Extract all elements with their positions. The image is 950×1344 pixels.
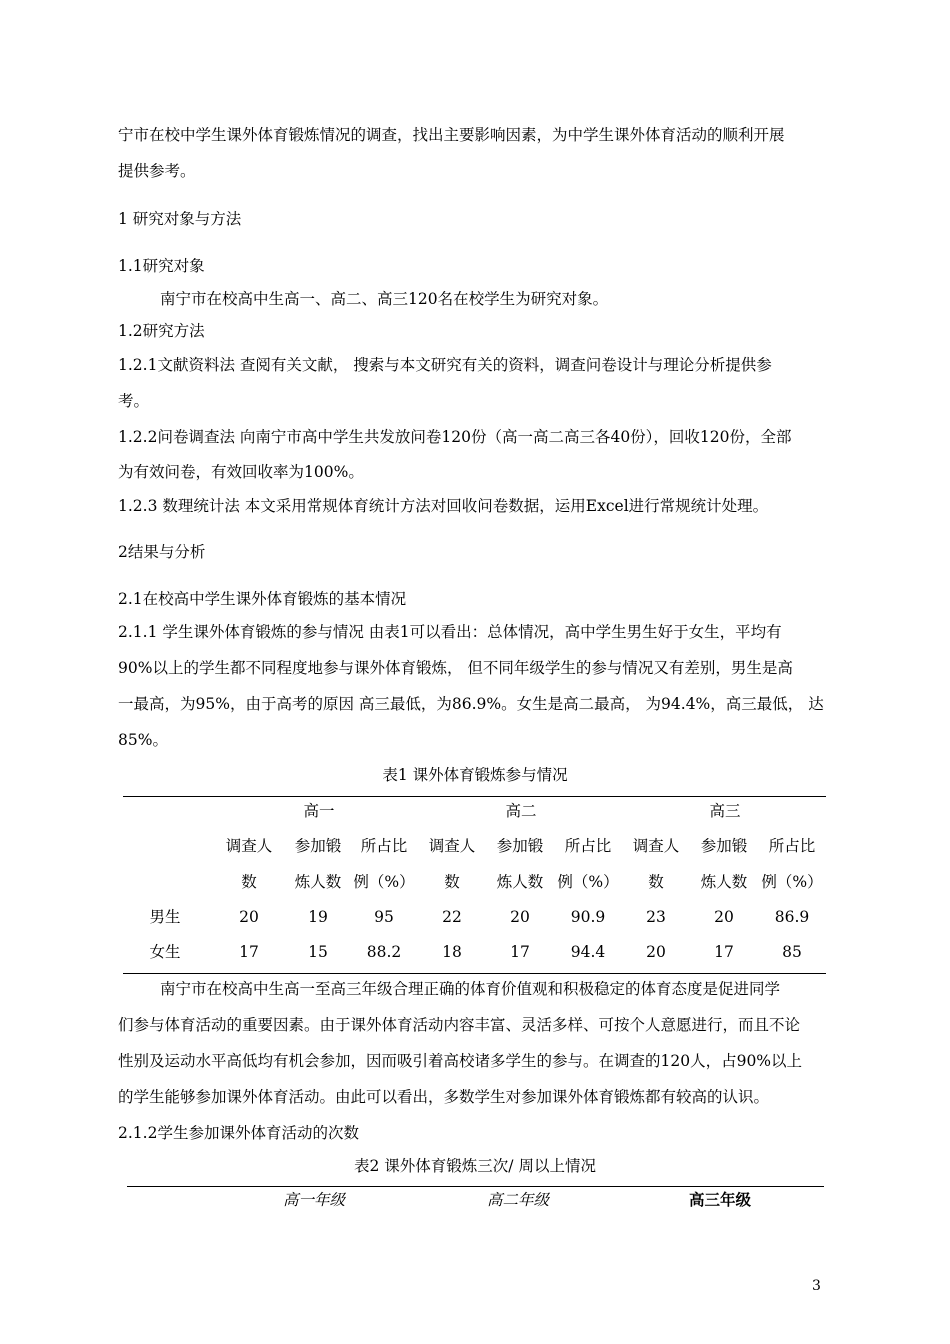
section-heading: 2结果与分析 [118,543,206,561]
table1-subheader: 数 [241,873,257,891]
paragraph-line: 90%以上的学生都不同程度地参与课外体育锻炼， 但不同年级学生的参与情况又有差别，男生是高 [118,659,793,677]
table1-cell: 85 [782,943,802,961]
subsection-heading: 1.1研究对象 [118,257,205,275]
paragraph-line: 一最高，为95%，由于高考的原因 高三最低，为86.9%。女生是高二最高， 为94.4%，高三最低， 达 [118,695,824,713]
table1-cell: 17 [239,943,259,961]
table1-subheader: 调查人 [225,837,273,855]
paragraph-line: 1.2.3 数理统计法 本文采用常规体育统计方法对回收问卷数据，运用Excel进行常规统计处理。 [118,497,769,515]
table1-cell: 86.9 [774,908,810,926]
table1-row-label: 女生 [149,943,181,961]
table1-subheader: 数 [648,873,664,891]
table1-cell: 88.2 [366,943,402,961]
table1-grade-header: 高二 [505,802,537,820]
table1-subheader: 参加锻 [700,837,748,855]
section-heading: 1 研究对象与方法 [118,210,242,228]
table1-subheader: 数 [444,873,460,891]
table1-cell: 18 [442,943,462,961]
table1-caption: 表1 课外体育锻炼参与情况 [382,766,568,784]
table1-cell: 20 [239,908,259,926]
table1-subheader: 调查人 [632,837,680,855]
subsection-heading: 2.1在校高中学生课外体育锻炼的基本情况 [118,590,407,608]
table1-cell: 90.9 [570,908,606,926]
table1-cell: 20 [510,908,530,926]
table1-subheader: 炼人数 [496,873,544,891]
table2-header: 高二年级 [486,1191,549,1209]
table1-cell: 23 [646,908,666,926]
paragraph-line: 南宁市在校高中生高一至高三年级合理正确的体育价值观和积极稳定的体育态度是促进同学 [160,980,781,998]
table1-cell: 94.4 [570,943,606,961]
table1-cell: 19 [308,908,328,926]
paragraph-line: 1.2.1文献资料法 查阅有关文献， 搜索与本文研究有关的资料，调查问卷设计与理论分析提供参 [118,356,772,374]
table1-cell: 22 [442,908,462,926]
table1-grade-header: 高三 [709,802,741,820]
paragraph-line: 们参与体育活动的重要因素。由于课外体育活动内容丰富、灵活多样、可按个人意愿进行，而且不论 [118,1016,801,1034]
subsection-heading: 1.2研究方法 [118,322,205,340]
table2-header: 高一年级 [282,1191,345,1209]
table1-subheader: 所占比 [360,837,408,855]
table1-subheader: 参加锻 [294,837,342,855]
paragraph-line: 的学生能够参加课外体育活动。由此可以看出，多数学生对参加课外体育锻炼都有较高的认识。 [118,1088,770,1106]
paragraph-line: 宁市在校中学生课外体育锻炼情况的调查，找出主要影响因素，为中学生课外体育活动的顺利开展 [118,126,785,144]
table1-subheader: 所占比 [564,837,612,855]
paragraph-line: 1.2.2问卷调查法 向南宁市高中学生共发放问卷120份（高一高二高三各40份），回收120份，全部 [118,428,792,446]
table1-cell: 20 [714,908,734,926]
paragraph-line: 85%。 [118,731,168,749]
paragraph-line: 性别及运动水平高低均有机会参加，因而吸引着高校诸多学生的参与。在调查的120人，占90%以上 [118,1052,803,1070]
table1-grade-header: 高一 [303,802,335,820]
paragraph-line: 考。 [118,392,150,410]
table1-subheader: 参加锻 [496,837,544,855]
paragraph-line: 为有效问卷，有效回收率为100%。 [118,463,364,481]
table1-cell: 17 [714,943,734,961]
subsection-heading: 2.1.2学生参加课外体育活动的次数 [118,1124,359,1142]
paragraph-line: 2.1.1 学生课外体育锻炼的参与情况 由表1可以看出：总体情况，高中学生男生好于女生，平均有 [118,623,782,641]
table1-subheader: 例（%） [761,873,823,891]
paragraph-line: 南宁市在校高中生高一、高二、高三120名在校学生为研究对象。 [160,290,609,308]
table2-top-rule [127,1186,824,1187]
table1-bottom-rule [123,973,826,974]
table1-subheader: 所占比 [768,837,816,855]
table2-header: 高三年级 [688,1191,751,1209]
table1-cell: 95 [374,908,394,926]
table1-subheader: 炼人数 [294,873,342,891]
table1-cell: 17 [510,943,530,961]
table1-subheader: 炼人数 [700,873,748,891]
table1-row-label: 男生 [149,908,181,926]
table1-subheader: 例（%） [557,873,619,891]
page-number: 3 [812,1278,821,1294]
paragraph-line: 提供参考。 [118,162,196,180]
table2-caption: 表2 课外体育锻炼三次/ 周以上情况 [354,1157,596,1175]
table1-top-rule [123,796,826,797]
table1-subheader: 例（%） [353,873,415,891]
table1-cell: 20 [646,943,666,961]
table1-cell: 15 [308,943,328,961]
table1-subheader: 调查人 [428,837,476,855]
